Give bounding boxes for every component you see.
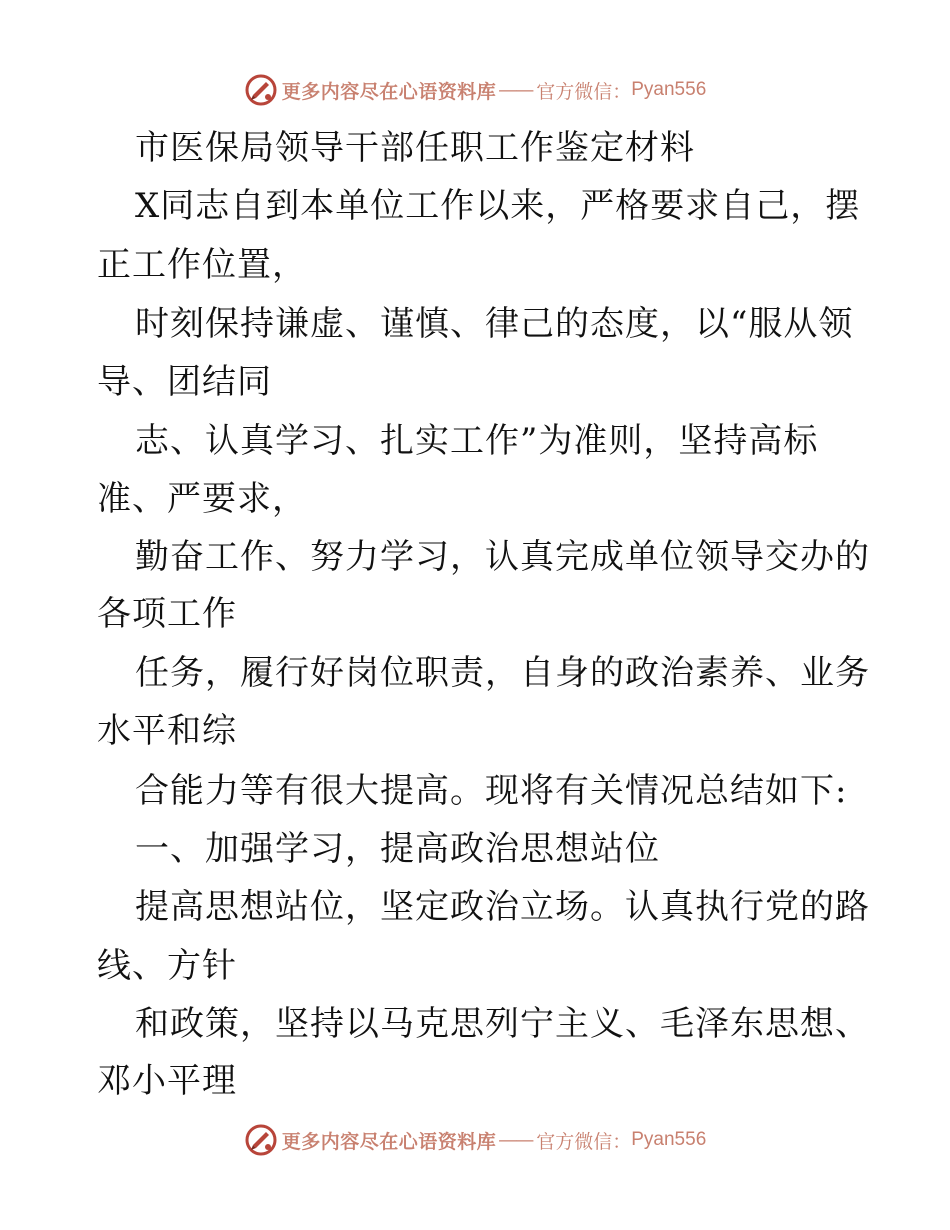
- document-title: 市医保局领导干部任职工作鉴定材料: [135, 128, 695, 168]
- text-line: 线、方针: [97, 946, 237, 986]
- text-line: 提高思想站位，坚定政治立场。认真执行党的路: [135, 887, 870, 927]
- watermark-handle: Pyan556: [631, 79, 707, 100]
- text-line: 准、严要求，: [97, 479, 307, 519]
- text-line: 各项工作: [97, 594, 237, 634]
- text-line: 和政策，坚持以马克思列宁主义、毛泽东思想、: [135, 1004, 870, 1044]
- watermark-handle: Pyan556: [631, 1129, 707, 1150]
- watermark-brand: 更多内容尽在心语资料库: [281, 1130, 497, 1153]
- watermark-wechat-label: 官方微信：: [536, 80, 632, 103]
- footer-watermark: [0, 1120, 950, 1160]
- text-line: 水平和综: [97, 711, 237, 751]
- text-line: 正工作位置，: [97, 245, 307, 285]
- watermark-brand: 更多内容尽在心语资料库: [281, 80, 497, 103]
- text-line: 时刻保持谦虚、谨慎、律己的态度，以“服从领: [135, 304, 854, 344]
- watermark-separator: ——: [498, 1129, 533, 1151]
- logo-icon: [244, 1123, 278, 1157]
- text-line: X同志自到本单位工作以来，严格要求自己，摆: [135, 186, 861, 226]
- text-line: 导、团结同: [97, 362, 272, 402]
- watermark-wechat-label: 官方微信：: [536, 1130, 632, 1153]
- text-line: 合能力等有很大提高。现将有关情况总结如下:: [135, 771, 848, 811]
- watermark-separator: ——: [498, 79, 533, 101]
- text-line: 任务，履行好岗位职责，自身的政治素养、业务: [135, 653, 870, 693]
- text-line: 勤奋工作、努力学习，认真完成单位领导交办的: [135, 537, 870, 577]
- header-watermark: [0, 70, 950, 110]
- logo-icon: [244, 73, 278, 107]
- section-heading: 一、加强学习，提高政治思想站位: [135, 829, 660, 869]
- text-line: 邓小平理: [97, 1061, 237, 1101]
- text-line: 志、认真学习、扎实工作”为准则，坚持高标: [135, 421, 819, 461]
